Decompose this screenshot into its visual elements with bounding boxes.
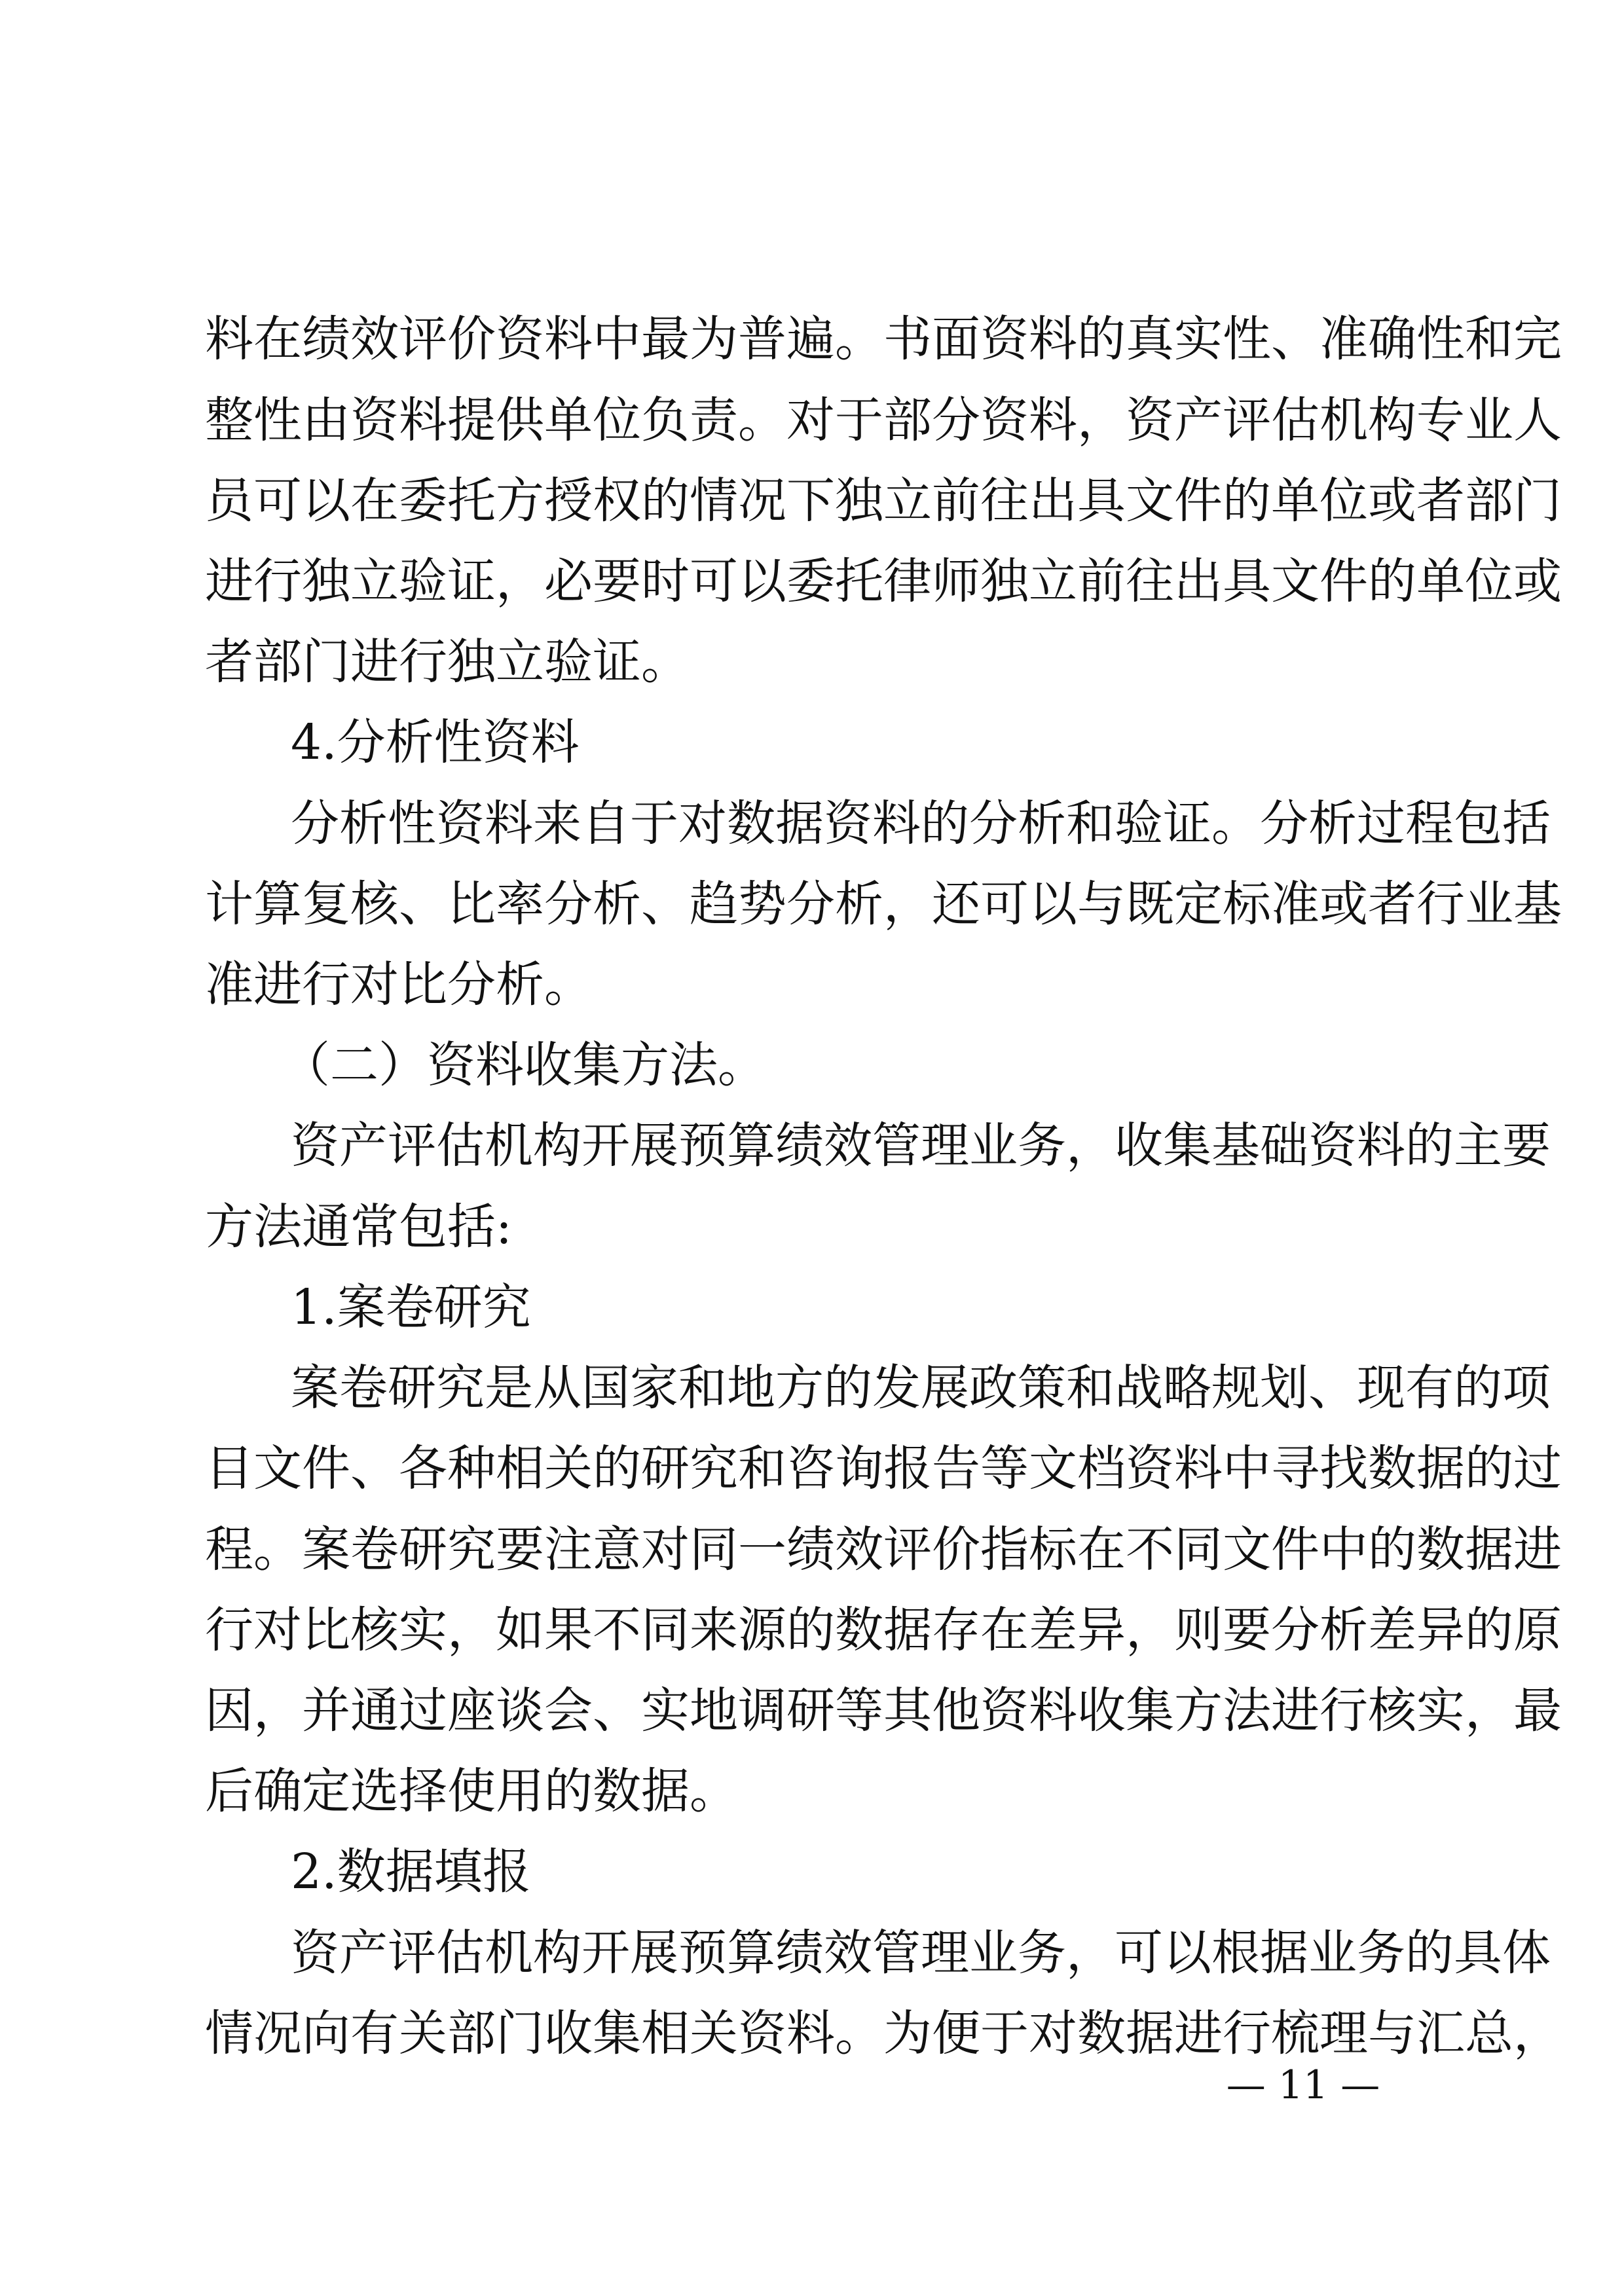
paragraph-line: 方法通常包括: [205, 1199, 512, 1255]
section-heading: 4.分析性资料 [291, 714, 580, 771]
page-number: — 11 — [1226, 2062, 1380, 2108]
paragraph-line: 整性由资料提供单位负责。对于部分资料，资产评估机构专业人 [205, 392, 1562, 448]
paragraph-line: 准进行对比分析。 [205, 957, 593, 1013]
paragraph-line: 资产评估机构开展预算绩效管理业务，可以根据业务的具体 [291, 1925, 1551, 1981]
section-heading: （二）资料收集方法。 [282, 1037, 766, 1093]
paragraph-line: 目文件、各种相关的研究和咨询报告等文档资料中寻找数据的过 [205, 1440, 1562, 1497]
paragraph-line: 行对比核实，如果不同来源的数据存在差异，则要分析差异的原 [205, 1602, 1562, 1658]
paragraph-line: 员可以在委托方授权的情况下独立前往出具文件的单位或者部门 [205, 473, 1562, 529]
paragraph-line: 案卷研究是从国家和地方的发展政策和战略规划、现有的项 [291, 1360, 1551, 1416]
paragraph-line: 资产评估机构开展预算绩效管理业务，收集基础资料的主要 [291, 1118, 1551, 1174]
section-heading: 2.数据填报 [291, 1844, 531, 1900]
paragraph-line: 进行独立验证，必要时可以委托律师独立前往出具文件的单位或 [205, 553, 1562, 610]
paragraph-line: 因，并通过座谈会、实地调研等其他资料收集方法进行核实，最 [205, 1683, 1562, 1739]
paragraph-line: 程。案卷研究要注意对同一绩效评价指标在不同文件中的数据进 [205, 1522, 1562, 1578]
paragraph-line: 计算复核、比率分析、趋势分析，还可以与既定标准或者行业基 [205, 876, 1562, 932]
paragraph-line: 料在绩效评价资料中最为普遍。书面资料的真实性、准确性和完 [205, 311, 1562, 367]
paragraph-line: 者部门进行独立验证。 [205, 634, 690, 690]
paragraph-line: 后确定选择使用的数据。 [205, 1763, 738, 1819]
paragraph-line: 分析性资料来自于对数据资料的分析和验证。分析过程包括 [291, 795, 1551, 852]
section-heading: 1.案卷研究 [291, 1279, 531, 1336]
paragraph-line: 情况向有关部门收集相关资料。为便于对数据进行梳理与汇总， [205, 2005, 1562, 2062]
